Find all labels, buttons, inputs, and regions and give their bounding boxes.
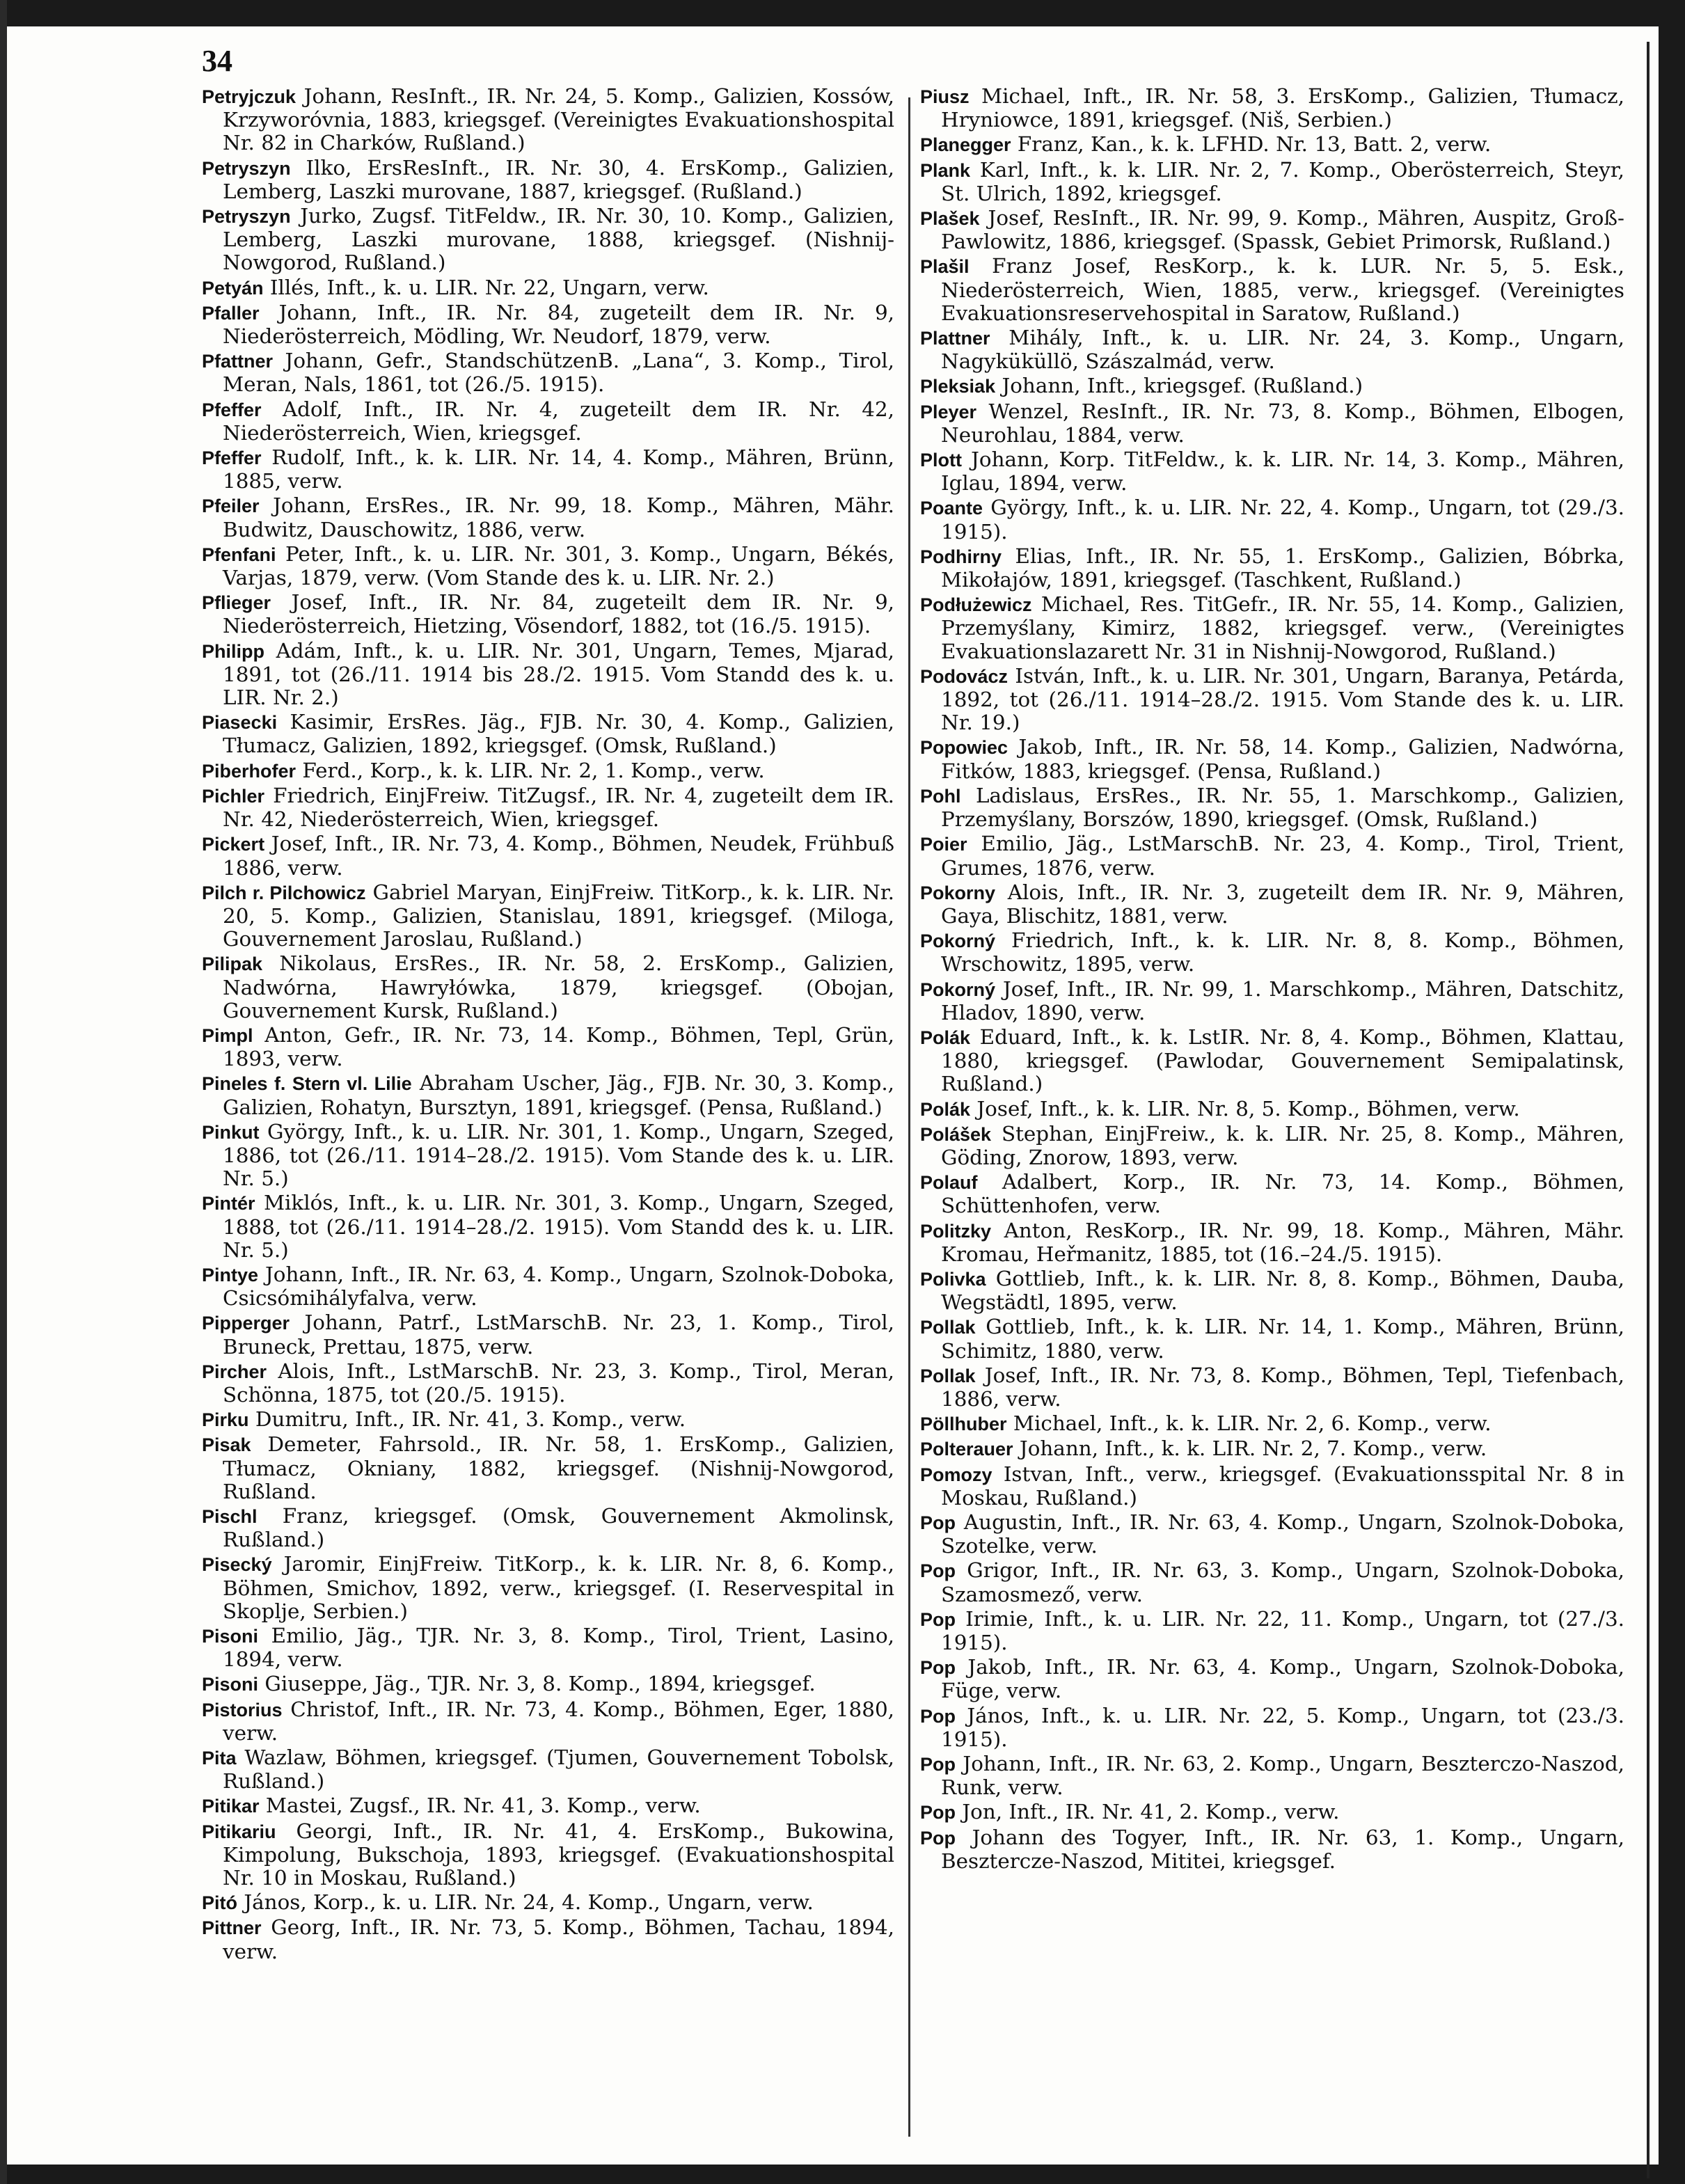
entry-details: Gabriel Maryan, EinjFreiw. TitKorp., k. k. LIR. Nr. 20, 5. Komp., Galizien, Stanislau, 1891, kriegsgef. (Miloga, Gouvernement Jaroslau, Rußland.) xyxy=(223,880,895,951)
list-entry xyxy=(202,1311,894,1358)
entry-details: Giuseppe, Jäg., TJR. Nr. 3, 8. Komp., 1894, kriegsgef. xyxy=(264,1672,816,1696)
list-entry xyxy=(202,1794,894,1818)
entry-surname: Pistorius xyxy=(202,1699,283,1720)
list-entry xyxy=(920,1511,1624,1558)
entry-details: Wazlaw, Böhmen, kriegsgef. (Tjumen, Gouvernement Tobolsk, Rußland.) xyxy=(223,1746,894,1794)
entry-details: Wenzel, ResInft., IR. Nr. 73, 8. Komp., Böhmen, Elbogen, Neurohlau, 1884, verw. xyxy=(941,399,1624,447)
entry-details: Johann, Inft., kriegsgef. (Rußland.) xyxy=(1002,374,1363,398)
column-divider xyxy=(908,97,910,2137)
list-entry xyxy=(920,1826,1624,1873)
scan-border-right xyxy=(1659,0,1685,2184)
entry-details: Josef, Inft., IR. Nr. 73, 4. Komp., Böhmen, Neudek, Frühbuß 1886, verw. xyxy=(223,832,895,880)
entry-details: Johann, Inft., IR. Nr. 84, zugeteilt dem IR. Nr. 9, Niederösterreich, Mödling, Wr. Neudorf, 1879, verw. xyxy=(223,300,895,349)
list-entry xyxy=(202,1433,894,1503)
list-entry xyxy=(920,1026,1624,1096)
entry-surname: Pomozy xyxy=(920,1464,992,1485)
page-number: 34 xyxy=(202,44,232,78)
entry-surname: Polák xyxy=(920,1098,971,1120)
entry-surname: Polák xyxy=(920,1027,971,1048)
entry-surname: Pita xyxy=(202,1748,237,1769)
list-entry xyxy=(920,1801,1624,1824)
entry-surname: Pisoni xyxy=(202,1674,259,1695)
entry-surname: Pleyer xyxy=(920,401,977,422)
list-entry xyxy=(920,133,1624,157)
list-entry xyxy=(920,593,1624,663)
list-entry xyxy=(202,1192,894,1262)
entry-surname: Pickert xyxy=(202,834,265,855)
list-entry xyxy=(202,1505,894,1551)
entry-details: Istvan, Inft., verw., kriegsgef. (Evakuationsspital Nr. 8 in Moskau, Rußland.) xyxy=(941,1462,1625,1510)
list-entry xyxy=(202,398,894,445)
entry-details: György, Inft., k. u. LIR. Nr. 301, 1. Komp., Ungarn, Szeged, 1886, tot (26./11. 1914–28./2. 1915). Vom Stande des k. u. LIR. Nr. 5.) xyxy=(223,1119,894,1191)
entry-surname: Pfeiler xyxy=(202,496,260,517)
entry-details: Johann, Inft., IR. Nr. 63, 2. Komp., Ungarn, Beszterczo-Naszod, Runk, verw. xyxy=(941,1752,1625,1800)
list-entry xyxy=(202,494,894,541)
entry-details: Johann, Korp. TitFeldw., k. k. LIR. Nr. 14, 3. Komp., Mähren, Iglau, 1894, verw. xyxy=(941,448,1624,496)
entry-details: Alois, Inft., LstMarschB. Nr. 23, 3. Komp., Tirol, Meran, Schönna, 1875, tot (20./5. 1915). xyxy=(223,1359,895,1407)
entry-surname: Pohl xyxy=(920,785,961,807)
entry-surname: Planegger xyxy=(920,134,1011,156)
list-entry xyxy=(202,157,894,203)
list-entry xyxy=(202,1746,894,1793)
list-entry xyxy=(920,1463,1624,1510)
list-entry xyxy=(202,1553,894,1623)
entry-surname: Polterauer xyxy=(920,1439,1013,1460)
list-entry xyxy=(202,1263,894,1310)
entry-surname: Pfeffer xyxy=(202,448,262,469)
entry-surname: Petyán xyxy=(202,277,264,299)
entry-surname: Pisecký xyxy=(202,1554,272,1576)
entry-details: Irimie, Inft., k. u. LIR. Nr. 22, 11. Komp., Ungarn, tot (27./3. 1915). xyxy=(941,1606,1625,1654)
entry-surname: Pop xyxy=(920,1802,956,1823)
entry-details: Miklós, Inft., k. u. LIR. Nr. 301, 3. Komp., Ungarn, Szeged, 1888, tot (26./11. 1914–28./2. 1915). Vom Standd des k. u. LIR. Nr. 5.) xyxy=(223,1191,894,1262)
list-entry xyxy=(920,1559,1624,1606)
entry-surname: Popowiec xyxy=(920,737,1008,759)
entry-surname: Pichler xyxy=(202,785,265,807)
entry-details: Dumitru, Inft., IR. Nr. 41, 3. Komp., verw. xyxy=(255,1407,686,1432)
entry-surname: Pisak xyxy=(202,1434,251,1456)
list-entry xyxy=(920,665,1624,735)
entry-surname: Piusz xyxy=(920,86,970,107)
entry-details: Anton, ResKorp., IR. Nr. 99, 18. Komp., Mähren, Mähr. Kromau, Heřmanitz, 1885, tot (16.–24./5. 1915). xyxy=(941,1218,1625,1266)
entry-details: Eduard, Inft., k. k. LstIR. Nr. 8, 4. Komp., Böhmen, Klattau, 1880, kriegsgef. (Pawlodar, Gouvernement Semipalatinsk, Rußland.) xyxy=(941,1024,1624,1096)
entry-details: Grigor, Inft., IR. Nr. 63, 3. Komp., Ungarn, Szolnok-Doboka, Szamosmező, verw. xyxy=(941,1558,1624,1606)
entry-surname: Pop xyxy=(920,1560,956,1582)
list-entry xyxy=(202,446,894,493)
entry-details: Christof, Inft., IR. Nr. 73, 4. Komp., Böhmen, Eger, 1880, verw. xyxy=(223,1697,894,1745)
entry-details: Gottlieb, Inft., k. k. LIR. Nr. 8, 8. Komp., Böhmen, Dauba, Wegstädtl, 1895, verw. xyxy=(941,1266,1624,1315)
list-entry xyxy=(920,1608,1624,1654)
list-entry xyxy=(920,1437,1624,1461)
entry-details: Friedrich, EinjFreiw. TitZugsf., IR. Nr. 4, zugeteilt dem IR. Nr. 42, Niederösterreich, Wien, kriegsgef. xyxy=(223,783,894,832)
entry-details: Jakob, Inft., IR. Nr. 63, 4. Komp., Ungarn, Szolnok-Doboka, Füge, verw. xyxy=(941,1655,1624,1703)
list-entry xyxy=(920,1123,1624,1169)
entry-details: Johann, Inft., k. k. LIR. Nr. 2, 7. Komp., verw. xyxy=(1019,1437,1487,1461)
entry-surname: Pilipak xyxy=(202,953,263,975)
entry-surname: Pintér xyxy=(202,1193,255,1214)
list-entry xyxy=(202,1408,894,1432)
list-entry xyxy=(202,349,894,396)
list-entry xyxy=(920,1412,1624,1436)
entry-details: Adám, Inft., k. u. LIR. Nr. 301, Ungarn, Temes, Mjarad, 1891, tot (26./11. 1914 bis 28./2. 1915. Vom Standd des k. u. LIR. Nr. 2.) xyxy=(223,638,894,710)
entry-surname: Pfeffer xyxy=(202,399,262,420)
entry-surname: Pokorný xyxy=(920,931,996,952)
entry-details: Rudolf, Inft., k. k. LIR. Nr. 14, 4. Komp., Mähren, Brünn, 1885, verw. xyxy=(223,445,895,493)
list-entry xyxy=(202,711,894,757)
entry-surname: Pop xyxy=(920,1754,956,1775)
entry-details: Michael, Inft., IR. Nr. 58, 3. ErsKomp., Galizien, Tłumacz, Hryniowce, 1891, kriegsgef. (Niš, Serbien.) xyxy=(941,84,1625,132)
entry-surname: Plott xyxy=(920,450,962,471)
list-entry xyxy=(202,1024,894,1070)
entry-surname: Pleksiak xyxy=(920,376,996,397)
left-column xyxy=(202,85,894,1965)
entry-surname: Philipp xyxy=(202,640,264,662)
entry-details: Karl, Inft., k. k. LIR. Nr. 2, 7. Komp., Oberösterreich, Steyr, St. Ulrich, 1892, kriegsgef. xyxy=(941,157,1625,205)
list-entry xyxy=(920,1656,1624,1702)
entry-details: István, Inft., k. u. LIR. Nr. 301, Ungarn, Baranya, Petárda, 1892, tot (26./11. 1914–28./2. 1915. Vom Stande des k. u. LIR. Nr. 19.) xyxy=(941,663,1625,735)
entry-details: Michael, Res. TitGefr., IR. Nr. 55, 14. Komp., Galizien, Przemyślany, Kimirz, 1882, kriegsgef. verw., (Vereinigtes Evakuationslazarett Nr. 31 in Nishnij-Nowgorod, Rußland.) xyxy=(941,592,1624,663)
entry-details: Mihály, Inft., k. u. LIR. Nr. 24, 3. Komp., Ungarn, Nagyküküllö, Szászalmád, verw. xyxy=(941,326,1625,374)
entry-details: Anton, Gefr., IR. Nr. 73, 14. Komp., Böhmen, Tepl, Grün, 1893, verw. xyxy=(223,1022,894,1071)
entry-surname: Pimpl xyxy=(202,1024,253,1046)
entry-surname: Pop xyxy=(920,1512,956,1533)
entry-details: Johann, ErsRes., IR. Nr. 99, 18. Komp., Mähren, Mähr. Budwitz, Dauschowitz, 1886, verw. xyxy=(223,493,895,541)
entry-surname: Poante xyxy=(920,498,983,519)
list-entry xyxy=(202,881,894,951)
list-entry xyxy=(202,543,894,589)
list-entry xyxy=(920,929,1624,976)
list-entry xyxy=(920,1364,1624,1411)
list-entry xyxy=(920,736,1624,782)
list-entry xyxy=(920,1704,1624,1751)
list-entry xyxy=(920,496,1624,543)
entry-details: Friedrich, Inft., k. k. LIR. Nr. 8, 8. Komp., Böhmen, Wrschowitz, 1895, verw. xyxy=(941,928,1625,976)
entry-surname: Pop xyxy=(920,1657,956,1679)
list-entry xyxy=(920,400,1624,447)
list-entry xyxy=(920,1219,1624,1266)
entry-details: Jaromir, EinjFreiw. TitKorp., k. k. LIR. Nr. 8, 6. Komp., Böhmen, Smichov, 1892, verw., kriegsgef. (I. Reservespital in Skoplje, Serbien.) xyxy=(223,1552,894,1623)
entry-surname: Pintye xyxy=(202,1264,259,1285)
list-entry xyxy=(202,205,894,275)
entry-surname: Podhirny xyxy=(920,546,1002,567)
entry-surname: Polivka xyxy=(920,1268,986,1290)
scan-border-top xyxy=(0,0,1685,26)
right-column xyxy=(920,85,1624,1874)
entry-details: Kasimir, ErsRes. Jäg., FJB. Nr. 30, 4. Komp., Galizien, Tłumacz, Galizien, 1892, kriegsgef. (Omsk, Rußland.) xyxy=(223,710,895,758)
list-entry xyxy=(202,1820,894,1890)
list-entry xyxy=(202,1360,894,1407)
entry-details: Nikolaus, ErsRes., IR. Nr. 58, 2. ErsKomp., Galizien, Nadwórna, Hawryłówka, 1879, kriegsgef. (Obojan, Gouvernement Kursk, Rußland.) xyxy=(223,951,895,1022)
entry-surname: Pipperger xyxy=(202,1313,290,1334)
entry-details: Josef, Inft., IR. Nr. 73, 8. Komp., Böhmen, Tepl, Tiefenbach, 1886, verw. xyxy=(941,1363,1624,1411)
entry-surname: Pfaller xyxy=(202,302,260,324)
entry-details: Stephan, EinjFreiw., k. k. LIR. Nr. 25, 8. Komp., Mähren, Göding, Znorow, 1893, verw. xyxy=(941,1121,1625,1169)
entry-details: Johann, Inft., IR. Nr. 63, 4. Komp., Ungarn, Szolnok-Doboka, Csicsómihályfalva, verw. xyxy=(223,1262,894,1311)
list-entry xyxy=(920,255,1624,325)
entry-surname: Pop xyxy=(920,1827,956,1849)
list-entry xyxy=(202,952,894,1022)
entry-surname: Pinkut xyxy=(202,1121,260,1143)
list-entry xyxy=(920,1315,1624,1362)
entry-details: Johann, ResInft., IR. Nr. 24, 5. Komp., Galizien, Kossów, Krzyworóvnia, 1883, kriegsgef. (Vereinigtes Evakuationshospital Nr. 82 in Charków, Rußland.) xyxy=(223,84,895,155)
entry-details: Peter, Inft., k. u. LIR. Nr. 301, 3. Komp., Ungarn, Békés, Varjas, 1879, verw. (Vom Stande des k. u. LIR. Nr. 2.) xyxy=(223,541,895,590)
entry-details: Ilko, ErsResInft., IR. Nr. 30, 4. ErsKomp., Galizien, Lemberg, Laszki murovane, 1887, kriegsgef. (Rußland.) xyxy=(223,155,894,203)
entry-details: Johann, Patrf., LstMarschB. Nr. 23, 1. Komp., Tirol, Bruneck, Prettau, 1875, verw. xyxy=(223,1311,895,1359)
entry-details: Adolf, Inft., IR. Nr. 4, zugeteilt dem IR. Nr. 42, Niederösterreich, Wien, kriegsgef. xyxy=(223,397,895,445)
entry-surname: Pirku xyxy=(202,1409,249,1431)
entry-surname: Plašek xyxy=(920,208,980,230)
entry-details: Emilio, Jäg., LstMarschB. Nr. 23, 4. Komp., Tirol, Trient, Grumes, 1876, verw. xyxy=(941,832,1624,880)
entry-details: Ferd., Korp., k. k. LIR. Nr. 2, 1. Komp., verw. xyxy=(302,758,765,782)
entry-surname: Pop xyxy=(920,1608,956,1630)
list-entry xyxy=(202,832,894,879)
entry-details: Alois, Inft., IR. Nr. 3, zugeteilt dem IR. Nr. 9, Mähren, Gaya, Blischitz, 1881, verw. xyxy=(941,880,1625,928)
entry-surname: Pokorný xyxy=(920,979,996,1000)
entry-surname: Pitikariu xyxy=(202,1821,276,1842)
list-entry xyxy=(202,1916,894,1963)
entry-details: Georgi, Inft., IR. Nr. 41, 4. ErsKomp., Bukowina, Kimpolung, Bukschoja, 1893, kriegsgef. (Evakuationshospital Nr. 10 in Moskau, Rußland.) xyxy=(223,1819,894,1890)
entry-surname: Plašil xyxy=(920,256,970,278)
entry-details: Jakob, Inft., IR. Nr. 58, 14. Komp., Galizien, Nadwórna, Fitków, 1883, kriegsgef. (Pensa, Rußland.) xyxy=(941,735,1624,783)
entry-surname: Plattner xyxy=(920,328,990,349)
entry-surname: Pischl xyxy=(202,1505,258,1527)
entry-surname: Pflieger xyxy=(202,592,271,614)
entry-surname: Pitó xyxy=(202,1892,237,1914)
scan-border-left xyxy=(0,0,7,2184)
entry-surname: Pokorny xyxy=(920,882,996,903)
list-entry xyxy=(920,1752,1624,1799)
list-entry xyxy=(202,1698,894,1745)
list-entry xyxy=(920,978,1624,1024)
entry-details: Illés, Inft., k. u. LIR. Nr. 22, Ungarn, verw. xyxy=(269,275,709,299)
entry-surname: Petryszyn xyxy=(202,157,291,179)
entry-details: Josef, ResInft., IR. Nr. 99, 9. Komp., Mähren, Auspitz, Groß-Pawlowitz, 1886, kriegsgef. (Spassk, Gebiet Primorsk, Rußland.) xyxy=(941,206,1624,254)
entry-details: Georg, Inft., IR. Nr. 73, 5. Komp., Böhmen, Tachau, 1894, verw. xyxy=(223,1915,895,1963)
entry-details: Demeter, Fahrsold., IR. Nr. 58, 1. ErsKomp., Galizien, Tłumacz, Okniany, 1882, kriegsgef. (Nishnij-Nowgorod, Rußland. xyxy=(223,1432,894,1503)
list-entry xyxy=(920,207,1624,253)
entry-surname: Pfenfani xyxy=(202,544,276,565)
entry-surname: Pircher xyxy=(202,1361,267,1382)
entry-details: János, Korp., k. u. LIR. Nr. 24, 4. Komp., Ungarn, verw. xyxy=(244,1890,814,1915)
entry-surname: Pöllhuber xyxy=(920,1414,1007,1435)
entry-surname: Polášek xyxy=(920,1123,992,1145)
list-entry xyxy=(920,374,1624,398)
list-entry xyxy=(920,1171,1624,1217)
entry-details: György, Inft., k. u. LIR. Nr. 22, 4. Komp., Ungarn, tot (29./3. 1915). xyxy=(941,496,1624,544)
entry-surname: Pittner xyxy=(202,1917,262,1939)
list-entry xyxy=(920,832,1624,879)
list-entry xyxy=(202,1624,894,1671)
entry-details: János, Inft., k. u. LIR. Nr. 22, 5. Komp., Ungarn, tot (23./3. 1915). xyxy=(941,1703,1624,1751)
list-entry xyxy=(202,640,894,710)
entry-surname: Pollak xyxy=(920,1317,976,1338)
list-entry xyxy=(920,545,1624,592)
list-entry xyxy=(920,448,1624,495)
entry-details: Elias, Inft., IR. Nr. 55, 1. ErsKomp., Galizien, Bóbrka, Mikołajów, 1891, kriegsgef. (Taschkent, Rußland.) xyxy=(941,544,1625,592)
entry-surname: Petryszyn xyxy=(202,206,291,228)
list-entry xyxy=(202,1121,894,1191)
entry-surname: Piberhofer xyxy=(202,760,296,782)
entry-details: Josef, Inft., k. k. LIR. Nr. 8, 5. Komp., Böhmen, verw. xyxy=(976,1096,1520,1121)
list-entry xyxy=(920,159,1624,205)
list-entry xyxy=(920,326,1624,373)
list-entry xyxy=(202,301,894,348)
entry-details: Michael, Inft., k. k. LIR. Nr. 2, 6. Komp., verw. xyxy=(1013,1411,1492,1436)
entry-surname: Plank xyxy=(920,159,971,181)
entry-surname: Pitikar xyxy=(202,1796,260,1817)
entry-details: Josef, Inft., IR. Nr. 99, 1. Marschkomp., Mähren, Datschitz, Hladov, 1890, verw. xyxy=(941,976,1625,1024)
list-entry xyxy=(920,881,1624,928)
list-entry xyxy=(920,1098,1624,1121)
list-entry xyxy=(202,85,894,155)
page-edge-rule xyxy=(1647,42,1650,2178)
entry-details: Jurko, Zugsf. TitFeldw., IR. Nr. 30, 10. Komp., Galizien, Lemberg, Laszki murovane, 1888, kriegsgef. (Nishnij-Nowgorod, Rußland.) xyxy=(223,204,894,275)
entry-surname: Polauf xyxy=(920,1172,978,1194)
entry-surname: Petryjczuk xyxy=(202,86,296,107)
entry-surname: Pisoni xyxy=(202,1626,259,1647)
entry-details: Mastei, Zugsf., IR. Nr. 41, 3. Komp., verw. xyxy=(265,1794,701,1818)
entry-surname: Politzky xyxy=(920,1220,992,1242)
entry-details: Franz Josef, ResKorp., k. k. LUR. Nr. 5, 5. Esk., Niederösterreich, Wien, 1885, verw., kriegsgef. (Vereinigtes Evakuationsreservehospital in Saratow, Rußland.) xyxy=(941,254,1625,325)
entry-surname: Poier xyxy=(920,834,967,855)
entry-details: Johann, Gefr., StandschützenB. „Lana“, 3. Komp., Tirol, Meran, Nals, 1861, tot (26./5. 1915). xyxy=(223,349,895,397)
list-entry xyxy=(202,1072,894,1118)
entry-surname: Pop xyxy=(920,1705,956,1727)
entry-surname: Pilch r. Pilchowicz xyxy=(202,882,366,903)
list-entry xyxy=(920,784,1624,831)
entry-details: Abraham Uscher, Jäg., FJB. Nr. 30, 3. Komp., Galizien, Rohatyn, Bursztyn, 1891, kriegsgef. (Pensa, Rußland.) xyxy=(223,1071,894,1119)
entry-surname: Pollak xyxy=(920,1365,976,1386)
list-entry xyxy=(920,1267,1624,1314)
entry-details: Franz, Kan., k. k. LFHD. Nr. 13, Batt. 2, verw. xyxy=(1017,132,1492,157)
entry-details: Augustin, Inft., IR. Nr. 63, 4. Komp., Ungarn, Szolnok-Doboka, Szotelke, verw. xyxy=(941,1510,1624,1558)
entry-surname: Podłużewicz xyxy=(920,594,1032,616)
entry-details: Adalbert, Korp., IR. Nr. 73, 14. Komp., Böhmen, Schüttenhofen, verw. xyxy=(941,1170,1625,1218)
entry-details: Franz, kriegsgef. (Omsk, Gouvernement Akmolinsk, Rußland.) xyxy=(223,1503,894,1552)
list-entry xyxy=(202,759,894,783)
entry-surname: Podovácz xyxy=(920,665,1008,687)
list-entry xyxy=(202,1891,894,1915)
entry-details: Ladislaus, ErsRes., IR. Nr. 55, 1. Marschkomp., Galizien, Przemyślany, Borszów, 1890, kriegsgef. (Omsk, Rußland.) xyxy=(941,783,1625,832)
entry-surname: Pineles f. Stern vl. Lilie xyxy=(202,1073,412,1095)
list-entry xyxy=(202,1672,894,1696)
list-entry xyxy=(920,85,1624,132)
entry-surname: Piasecki xyxy=(202,712,278,734)
entry-details: Jon, Inft., IR. Nr. 41, 2. Komp., verw. xyxy=(962,1800,1340,1824)
entry-surname: Pfattner xyxy=(202,351,274,372)
entry-details: Josef, Inft., IR. Nr. 84, zugeteilt dem IR. Nr. 9, Niederösterreich, Hietzing, Vösendorf, 1882, tot (16./5. 1915). xyxy=(223,590,894,638)
list-entry xyxy=(202,591,894,638)
list-entry xyxy=(202,276,894,300)
entry-details: Emilio, Jäg., TJR. Nr. 3, 8. Komp., Tirol, Trient, Lasino, 1894, verw. xyxy=(223,1624,894,1672)
entry-details: Gottlieb, Inft., k. k. LIR. Nr. 14, 1. Komp., Mähren, Brünn, Schimitz, 1880, verw. xyxy=(941,1315,1625,1363)
scan-border-bottom xyxy=(0,2165,1685,2184)
list-entry xyxy=(202,784,894,831)
entry-details: Johann des Togyer, Inft., IR. Nr. 63, 1. Komp., Ungarn, Besztercze-Naszod, Mititei, kriegsgef. xyxy=(941,1825,1625,1873)
